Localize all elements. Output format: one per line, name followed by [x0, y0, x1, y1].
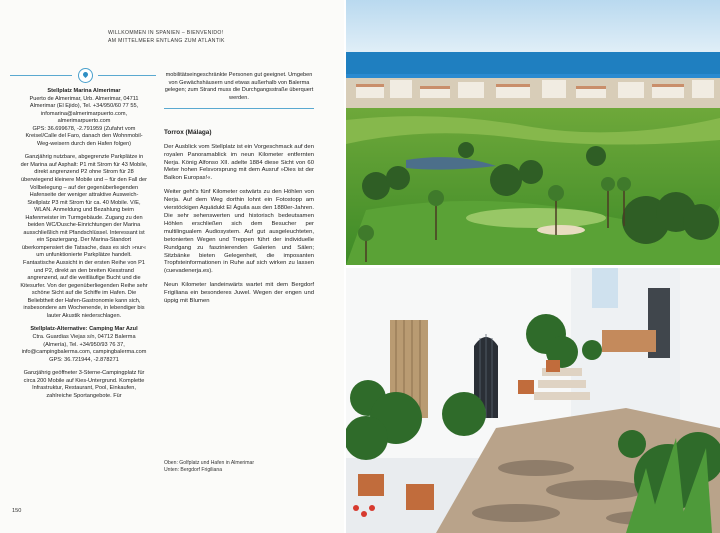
stellplatz-title: Stellplatz Marina Almerimar [47, 88, 121, 94]
photo-frigiliana [346, 268, 720, 533]
right-column [164, 72, 314, 312]
running-head [108, 30, 338, 45]
alternative-gps: GPS: 36.721944, -2.878271 [49, 356, 119, 363]
photo-caption [164, 460, 314, 474]
alternative-address: Ctra. Guardias Viejas s/n, 04712 Balerma (Almería), Tel. +34/950/93 76 37, info@campingbalerma.com, campingbalerma.com [21, 333, 147, 356]
paragraph-2: Weiter geht's fünf Kilometer ostwärts zu den Höhlen von Nerja. Auf dem Weg dorthin lohnt ein Fotostopp am vierstöckigen Aquädukt El Águila aus den 1880er-Jahren. Die sehr sehenswerten und historisch bedeutsamen Höhlen erschließen sich dem Besucher per multilingualem Audiosystem. Auf gut ausgeleuchteten, betonierten Wegen und Treppen führt der individuelle Rundgang zu faszinierenden Galerien und Sälen; Sitzbänke bieten Gelegenheit, die imposanten Tropfsteinformationen in Ruhe auf sich wirken zu lassen (cuevadenerja.es). [164, 189, 314, 275]
running-head-line2: AM MITTELMEER ENTLANG ZUM ATLANTIK [108, 37, 225, 44]
stellplatz-gps: GPS: 36.699678, -2.791959 (Zufahrt vom Kreisel/Calle del Faro, danach den Wohnmobil-Weg-weisern durch den Hafen folgen) [25, 125, 143, 147]
map-pin-icon [78, 68, 93, 83]
photo-golf-harbour [346, 0, 720, 265]
stellplatz-address: Puerto de Almerimar, Urb. Almerimar, 04711 Almerimar (El Ejido), Tel. +34/950/60 77 55, infomarina@almerimarpuerto.com, almerimarpuerto.com [29, 95, 139, 125]
divider-left [10, 75, 72, 76]
stellplatz-description: Ganzjährig nutzbare, abgegrenzte Parkplätze in der Marina auf Asphalt: P1 mit Strom für 43 Mobile, direkt angrenzend P2 ohne Strom für 28 überwiegend kleinere Mobile und – für den Fall der Vollbelegung – auf der gegenüberliegenden Hafenseite der weniger attraktive Ausweich-Stellplatz P3 mit Strom für ca. 40 Mobile. V/E, WLAN. Anmeldung und Bezahlung beim Hafenmeister im Turmgebäude. Zugang zu den beiden WC/Dusche-Einrichtungen der Marina ausschließlich mit Pfandschlüssel. Interessant ist ein Spaziergang. Der Marina-Standort überkompensiert die Tatsache, dass es sich »nur« um unfunktionierte Parkplätze handelt. Fantastische Aussicht in der ersten Reihe von P1 und P2, direkt an den breiten Kiesstrand angrenzend, auf die weitläufige Bucht und die Kitesurfer. Von der gegenüberliegenden Reihe sehr schöne Sicht auf die Schiffe im Hafen. Die Beliebtheit der Hafen-Gastronomie kann sich, insbesondere am Wochenende, in lebendiger bis lauter Akustik niederschlagen. [20, 154, 148, 319]
alternative-description: Ganzjährig geöffneter 3-Sterne-Campingplatz für circa 200 Mobile auf Kies-Untergrund. Komplette Infrastruktur, Restaurant, Pool, Einkaufen, zahlreiche Sportangebote. Für [23, 370, 145, 399]
page-number: 150 [12, 508, 22, 514]
alternative-title: Stellplatz-Alternative: Camping Mar Azul [30, 326, 138, 333]
running-head-line1: WILLKOMMEN IN SPANIEN – BIENVENIDO! [108, 30, 224, 36]
caption-bottom: Unten: Bergdorf Frigiliana [164, 467, 223, 473]
intro-text: mobilitätseingeschränkte Personen gut geeignet. Umgeben von Gewächshäusern und etwas außerhalb von Balerma gelegen; zum Strand muss die Durchgangsstraße überquert werden. [164, 72, 314, 101]
left-page [0, 0, 344, 533]
section-title: Torrox (Málaga) [164, 129, 212, 137]
left-column [20, 88, 148, 406]
paragraph-3: Neun Kilometer landeinwärts wartet mit dem Bergdorf Frigiliana ein besonderes Juwel. Wegen der engen und üppig mit Blumen [164, 282, 314, 305]
caption-top: Oben: Golfplatz und Hafen in Almerimar [164, 460, 255, 466]
section-divider [164, 108, 314, 109]
paragraph-1: Der Ausblick vom Stellplatz ist ein Vorgeschmack auf den royalen Panoramablick im neun Kilometer entfernten Nerja. König Alfonso XII. adelte 1884 diese Sicht von 60 Meter hohen Felsvorsprung mit dem Ausruf »Dies ist der Balkon Europas!«. [164, 143, 314, 182]
divider-right [98, 75, 156, 76]
